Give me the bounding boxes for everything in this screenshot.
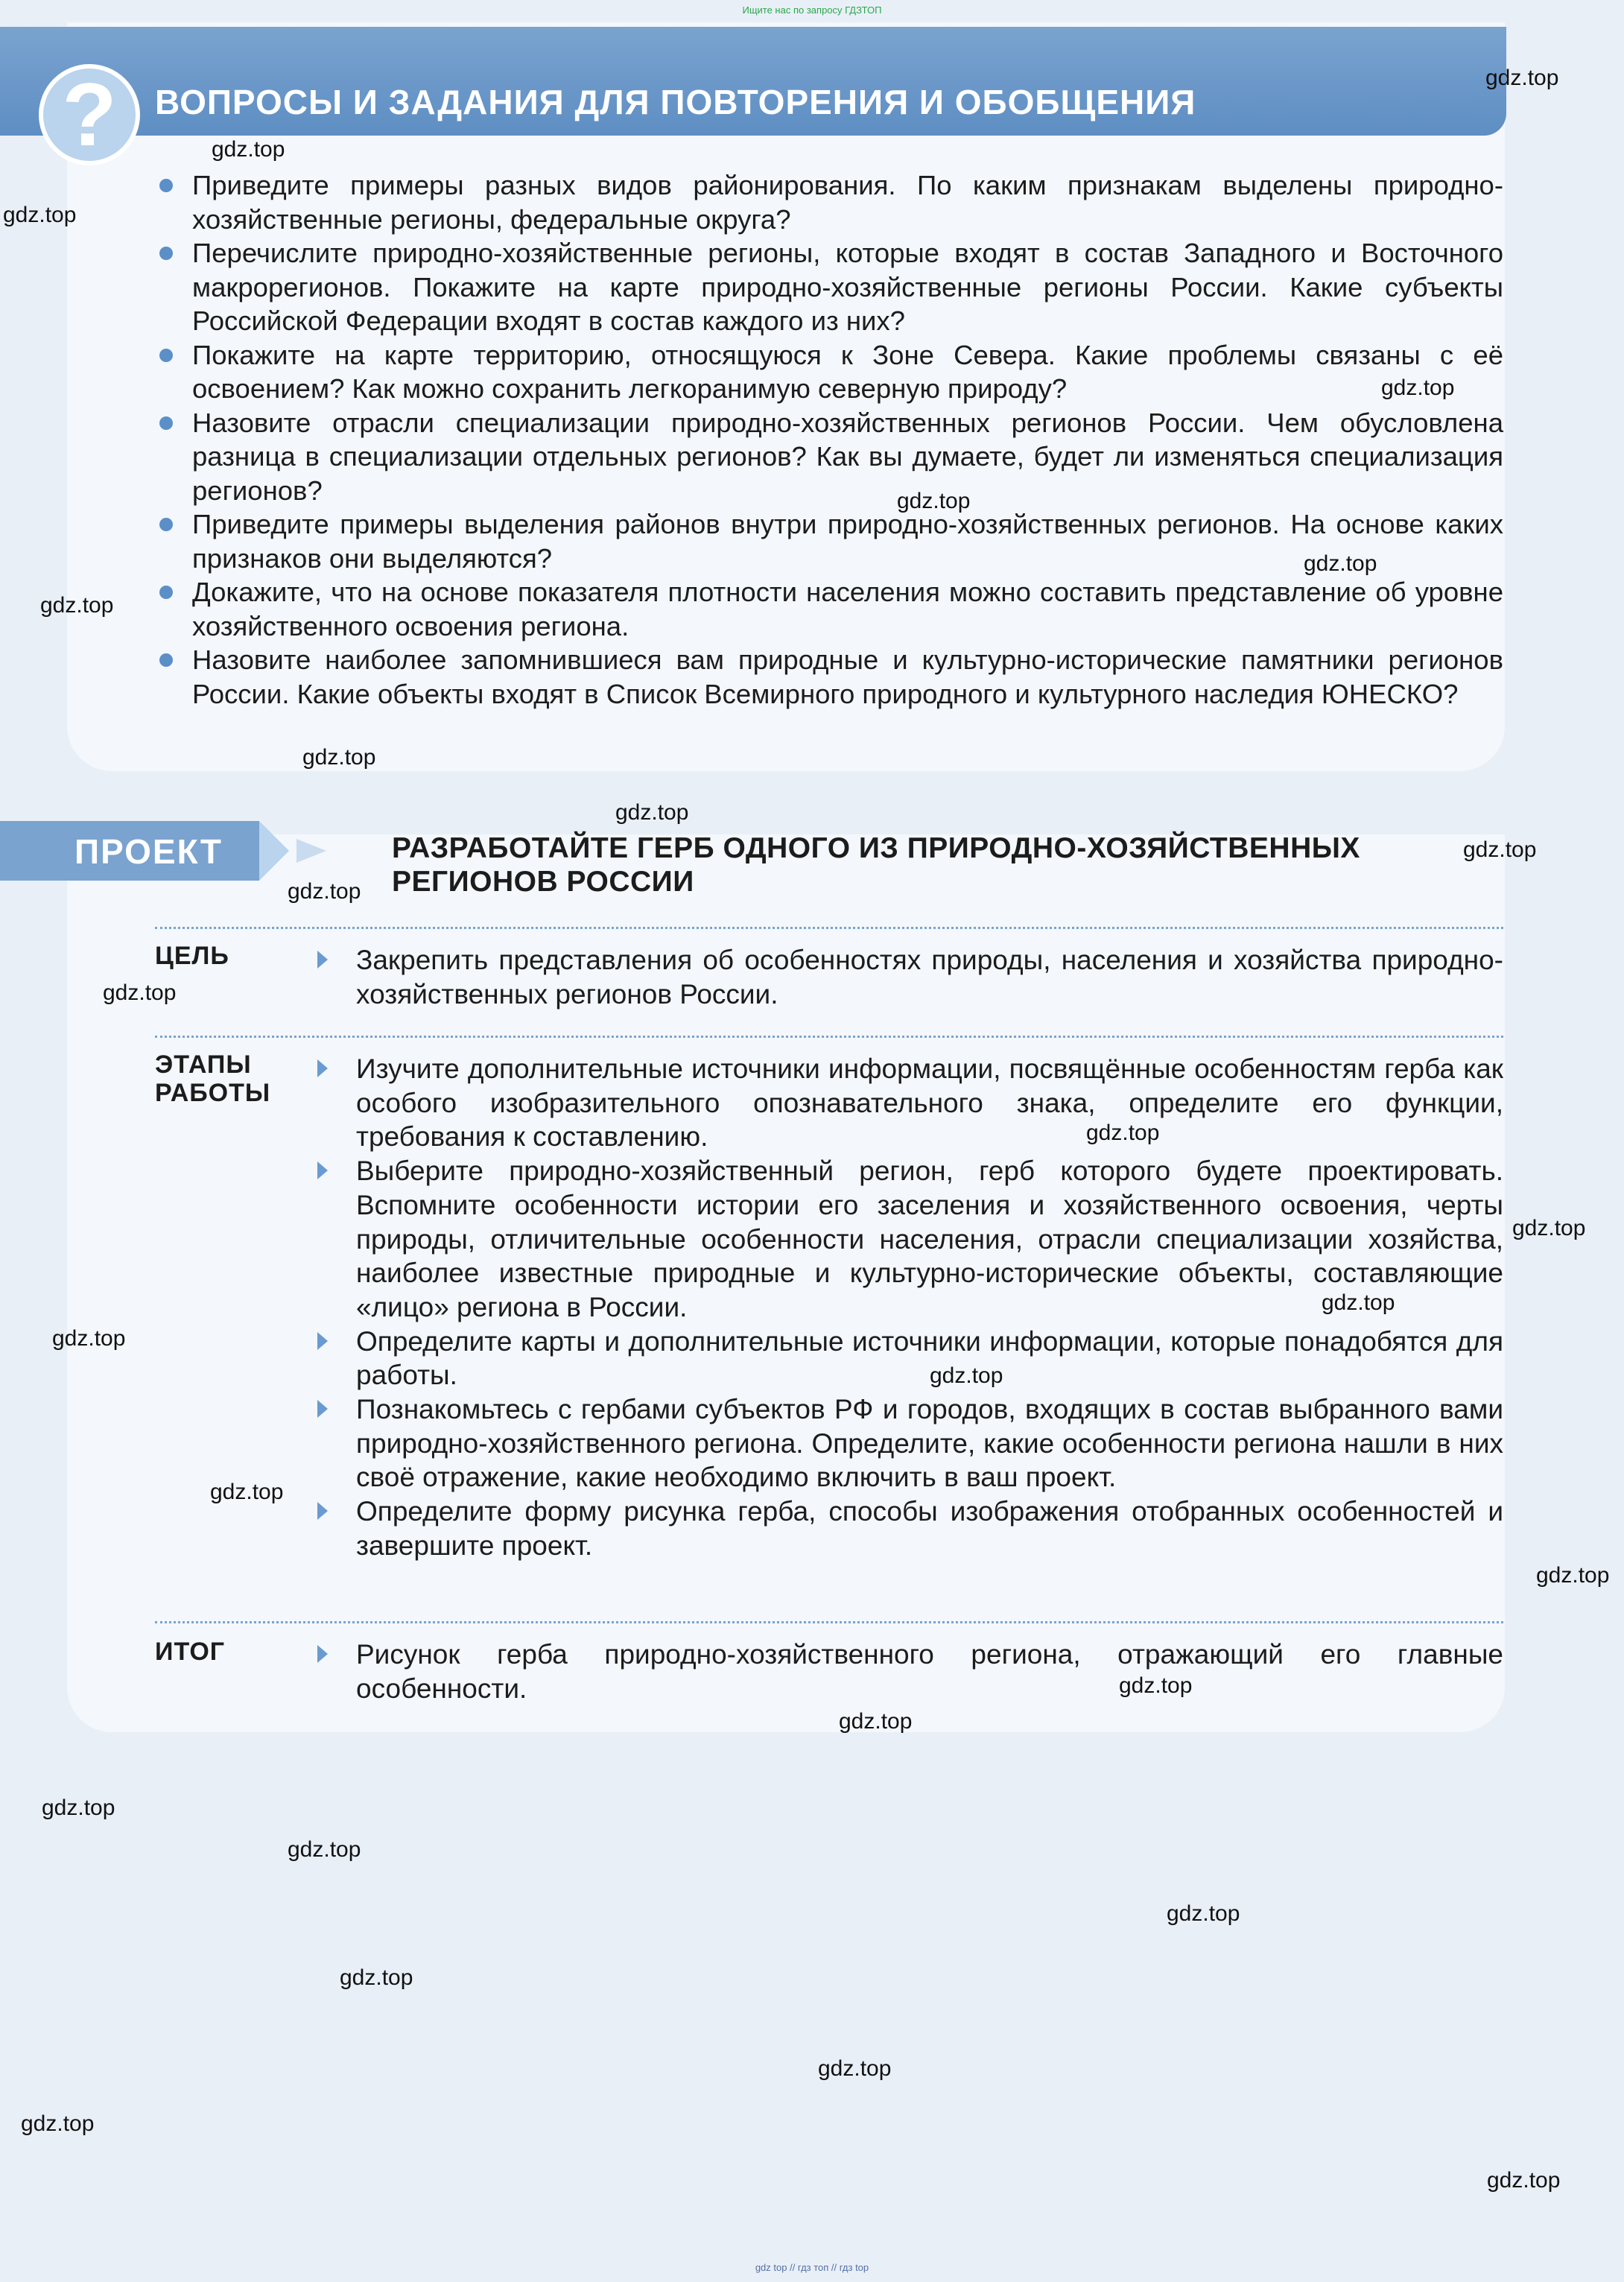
goal-label: ЦЕЛЬ xyxy=(155,942,229,970)
top-note: Ищите нас по запросу ГДЗТОП xyxy=(742,4,882,16)
watermark: gdz.top xyxy=(212,137,285,162)
questions-title: ВОПРОСЫ И ЗАДАНИЯ ДЛЯ ПОВТОРЕНИЯ И ОБОБЩЕНИЯ xyxy=(155,83,1196,121)
watermark: gdz.top xyxy=(1512,1216,1586,1240)
watermark: gdz.top xyxy=(302,745,376,770)
result-label: ИТОГ xyxy=(155,1638,226,1666)
list-item: Изучите дополнительные источники информации, посвящённые особенностям герба как особого изобразительного опознавательного знака, определите его функции, требования к составлению. xyxy=(356,1052,1503,1154)
watermark: gdz.top xyxy=(1086,1121,1160,1145)
goal-list xyxy=(356,943,1503,1011)
list-item: Выберите природно-хозяйственный регион, герб которого будете проектировать. Вспомните особенности истории его заселения и хозяйственного освоения, черты природы, отличительные особенности населения, отрасли специализации хозяйства, наиболее известные природные и культурно-исторические объекты, составляющие «лицо» региона в России. xyxy=(356,1154,1503,1325)
dotted-divider xyxy=(155,1036,1503,1038)
list-item: Рисунок герба природно-хозяйственного региона, отражающий его главные особенности. xyxy=(356,1638,1503,1705)
watermark: gdz.top xyxy=(42,1796,115,1820)
project-banner-label: ПРОЕКТ xyxy=(74,832,223,871)
watermark: gdz.top xyxy=(3,203,77,227)
watermark: gdz.top xyxy=(288,879,361,904)
list-item: Определите карты и дополнительные источники информации, которые понадобятся для работы. xyxy=(356,1325,1503,1392)
bottom-note: gdz top // гдз топ // гдз top xyxy=(755,2262,869,2273)
banner-arrow-icon xyxy=(259,821,289,881)
questions-list xyxy=(192,168,1503,711)
watermark: gdz.top xyxy=(340,1965,413,1990)
watermark: gdz.top xyxy=(1119,1673,1193,1698)
list-item: Познакомьтесь с гербами субъектов РФ и городов, входящих в состав выбранного вами природно-хозяйственного региона. Определите, какие особенности региона нашли в них своё отражение, какие необходимо включить в ваш проект. xyxy=(356,1392,1503,1495)
watermark: gdz.top xyxy=(52,1326,126,1351)
watermark: gdz.top xyxy=(1487,2168,1561,2193)
watermark: gdz.top xyxy=(1485,66,1559,90)
watermark: gdz.top xyxy=(1536,1563,1610,1588)
list-item: Докажите, что на основе показателя плотности населения можно составить представление об уровне хозяйственного освоения региона. xyxy=(192,575,1503,643)
stages-label-line: ЭТАПЫ xyxy=(155,1050,252,1079)
watermark: gdz.top xyxy=(1304,551,1377,576)
list-item: Закрепить представления об особенностях природы, населения и хозяйства природно-хозяйственных регионов России. xyxy=(356,943,1503,1011)
watermark: gdz.top xyxy=(818,2056,892,2081)
dotted-divider xyxy=(155,927,1503,929)
watermark: gdz.top xyxy=(930,1363,1003,1388)
stages-label xyxy=(155,1050,270,1107)
watermark: gdz.top xyxy=(288,1837,361,1862)
stages-label-line: РАБОТЫ xyxy=(155,1079,271,1107)
list-item: Приведите примеры выделения районов внутри природно-хозяйственных регионов. На основе каких признаков они выделяются? xyxy=(192,507,1503,575)
watermark: gdz.top xyxy=(21,2111,95,2136)
list-item: Назовите наиболее запомнившиеся вам природные и культурно-исторические памятники регионов России. Какие объекты входят в Список Всемирного природного и культурного наследия ЮНЕСКО? xyxy=(192,643,1503,711)
result-list xyxy=(356,1638,1503,1705)
watermark: gdz.top xyxy=(615,800,689,825)
project-title xyxy=(392,831,1509,898)
dotted-divider xyxy=(155,1621,1503,1623)
question-mark-icon: ? xyxy=(39,64,140,165)
watermark: gdz.top xyxy=(40,593,114,618)
watermark: gdz.top xyxy=(210,1480,284,1504)
watermark: gdz.top xyxy=(103,980,177,1005)
banner-arrow-small-icon xyxy=(296,839,326,863)
watermark: gdz.top xyxy=(1322,1290,1395,1315)
watermark: gdz.top xyxy=(1167,1901,1240,1926)
list-item: Покажите на карте территорию, относящуюся к Зоне Севера. Какие проблемы связаны с её освоением? Как можно сохранить легкоранимую северную природу? xyxy=(192,338,1503,406)
watermark: gdz.top xyxy=(897,489,971,513)
list-item: Приведите примеры разных видов районирования. По каким признакам выделены природно-хозяйственные регионы, федеральные округа? xyxy=(192,168,1503,236)
list-item: Перечислите природно-хозяйственные регионы, которые входят в состав Западного и Восточного макрорегионов. Покажите на карте природно-хозяйственные регионы России. Какие субъекты Российской Федерации входят в состав каждого из них? xyxy=(192,236,1503,338)
watermark: gdz.top xyxy=(839,1709,913,1734)
list-item: Назовите отрасли специализации природно-хозяйственных регионов России. Чем обусловлена разница в специализации отдельных регионов? Как вы думаете, будет ли изменяться специализация регионов? xyxy=(192,406,1503,508)
watermark: gdz.top xyxy=(1381,375,1455,400)
project-title-line: РАЗРАБОТАЙТЕ ГЕРБ ОДНОГО ИЗ ПРИРОДНО-ХОЗЯЙСТВЕННЫХ xyxy=(392,832,1360,864)
list-item: Определите форму рисунка герба, способы изображения отобранных особенностей и завершите проект. xyxy=(356,1495,1503,1562)
watermark: gdz.top xyxy=(1463,837,1537,862)
project-title-line: РЕГИОНОВ РОССИИ xyxy=(392,866,694,898)
